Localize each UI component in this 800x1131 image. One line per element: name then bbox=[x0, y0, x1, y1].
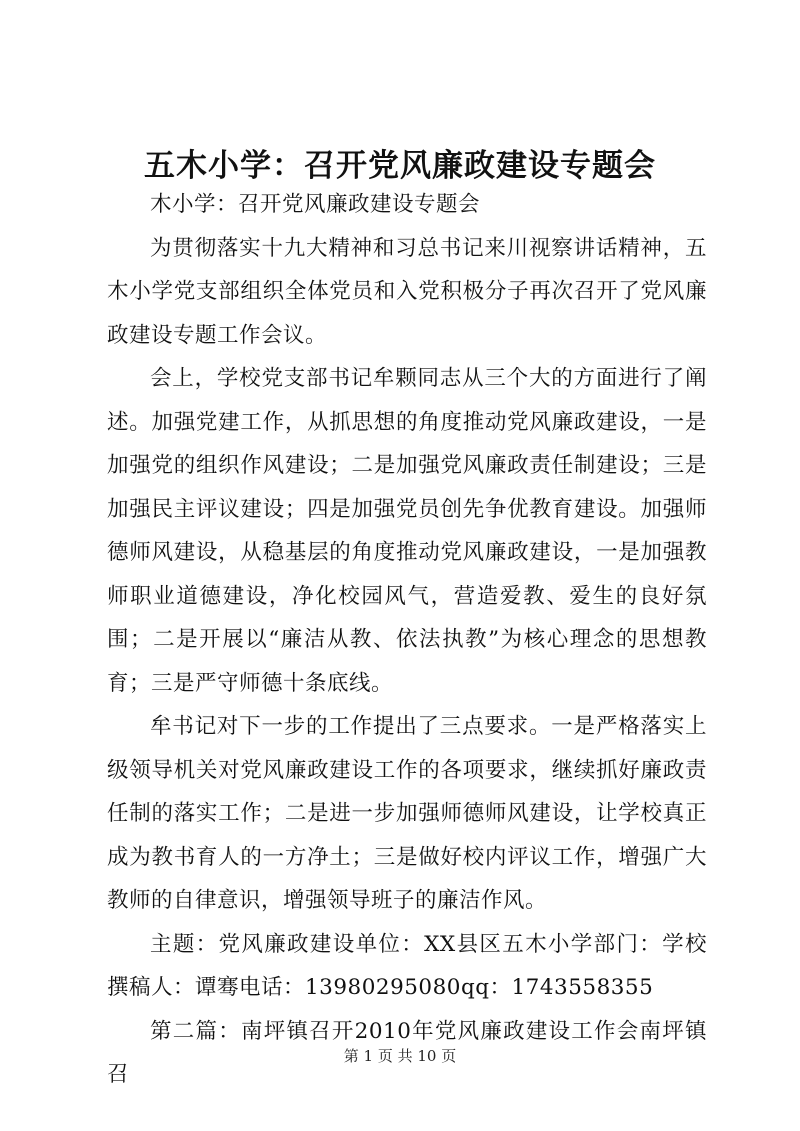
paragraph-subtitle: 木小学：召开党风廉政建设专题会 bbox=[150, 192, 481, 217]
paragraph-requirements: 牟书记对下一步的工作提出了三点要求。一是严格落实上级领导机关对党风廉政建设工作的各项要求，继续抓好廉政责任制的落实工作；二是进一步加强师德师风建设，让学校真正成为教书育人的一方净土；三是做好校内评议工作，增强广大教师的自律意识，增强领导班子的廉洁作风。 bbox=[107, 714, 707, 913]
paragraph-meeting: 会上，学校党支部书记牟颗同志从三个大的方面进行了阐述。加强党建工作，从抓思想的角度推动党风廉政建设，一是加强党的组织作风建设；二是加强党风廉政责任制建设；三是加强民主评议建设；四是加强党员创先争优教育建设。加强师德师风建设，从稳基层的角度推动党风廉政建设，一是加强教师职业道德建设，净化校园风气，营造爱教、爱生的良好氛围；二是开展以“廉洁从教、依法执教”为核心理念的思想教育；三是严守师德十条底线。 bbox=[107, 366, 707, 696]
paragraph-metadata: 主题：党风廉政建设单位：XX县区五木小学部门：学校撰稿人：谭骞电话：13980295080qq：1743558355 bbox=[107, 931, 707, 1000]
paragraph-second-article: 第二篇：南坪镇召开2010年党风廉政建设工作会南坪镇召 bbox=[107, 1018, 707, 1087]
page-number-footer: 第 1 页 共 10 页 bbox=[343, 1047, 457, 1065]
paragraph-intro: 为贯彻落实十九大精神和习总书记来川视察讲话精神，五木小学党支部组织全体党员和入党积极分子再次召开了党风廉政建设专题工作会议。 bbox=[107, 235, 707, 348]
document-body bbox=[107, 183, 707, 1097]
document-title: 五木小学：召开党风廉政建设专题会 bbox=[144, 148, 656, 184]
